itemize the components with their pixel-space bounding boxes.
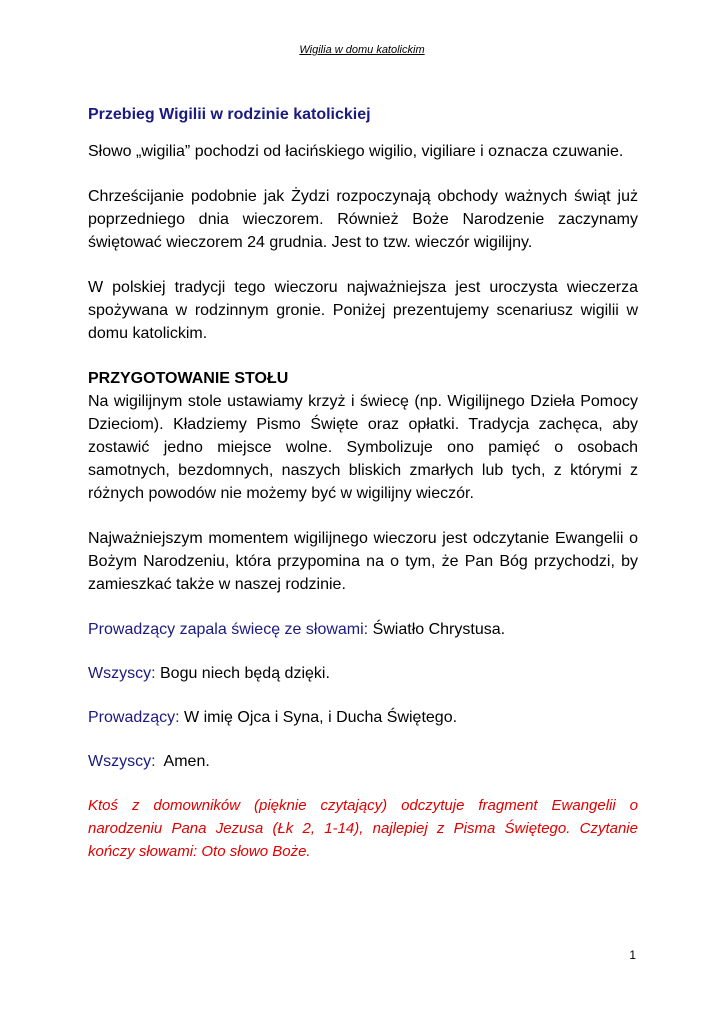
liturgy-line [88,662,638,685]
document-title: Przebieg Wigilii w rodzinie katolickiej [88,106,371,123]
speaker-label: Wszyscy: [88,665,156,682]
running-header: Wigilia w domu katolickim [299,44,425,56]
response-text: Bogu niech będą dzięki. [155,665,330,682]
speaker-label: Prowadzący zapala świecę ze słowami: [88,621,369,638]
response-text: Światło Chrystusa. [368,621,506,638]
page-number: 1 [629,948,636,962]
speaker-label: Wszyscy: [88,753,156,770]
paragraph-gospel-moment: Najważniejszym momentem wigilijnego wieczoru jest odczytanie Ewangelii o Bożym Narodzeniu, która przypomina na o tym, że Pan Bóg przychodzi, by zamieszkać także w naszej rodzinie. [88,530,638,593]
paragraph-scenario-intro: W polskiej tradycji tego wieczoru najważniejsza jest uroczysta wieczerza spożywana w rodzinnym gronie. Poniżej prezentujemy scenariusz wigilii w domu katolickim. [88,279,638,342]
paragraph-table-setup: Na wigilijnym stole ustawiamy krzyż i świecę (np. Wigilijnego Dzieła Pomocy Dzieciom). Kładziemy Pismo Święte oraz opłatki. Tradycja zachęca, aby zostawić jedno miejsce wolne. Symbolizuje ono pamięć o osobach samotnych, bezdomnych, naszych bliskich zmarłych lub tych, z którymi z różnych powodów nie możemy być w wigilijny wieczór. [88,393,638,502]
document-body [88,96,638,863]
response-text: Amen. [155,753,210,770]
reading-instruction: Ktoś z domowników (pięknie czytający) odczytuje fragment Ewangelii o narodzeniu Pana Jezusa (Łk 2, 1-14), najlepiej z Pisma Świętego. Czytanie kończy słowami: Oto słowo Boże. [88,797,638,860]
speaker-label: Prowadzący: [88,709,180,726]
liturgy-line [88,750,638,773]
paragraph-etymology: Słowo „wigilia” pochodzi od łacińskiego wigilio, vigiliare i oznacza czuwanie. [88,143,624,160]
liturgy-line [88,618,638,641]
section-heading: PRZYGOTOWANIE STOŁU [88,370,289,387]
paragraph-tradition: Chrześcijanie podobnie jak Żydzi rozpoczynają obchody ważnych świąt już poprzedniego dnia wieczorem. Również Boże Narodzenie zaczynamy świętować wieczorem 24 grudnia. Jest to tzw. wieczór wigilijny. [88,188,638,251]
liturgy-line [88,706,638,729]
response-text: W imię Ojca i Syna, i Ducha Świętego. [179,709,458,726]
